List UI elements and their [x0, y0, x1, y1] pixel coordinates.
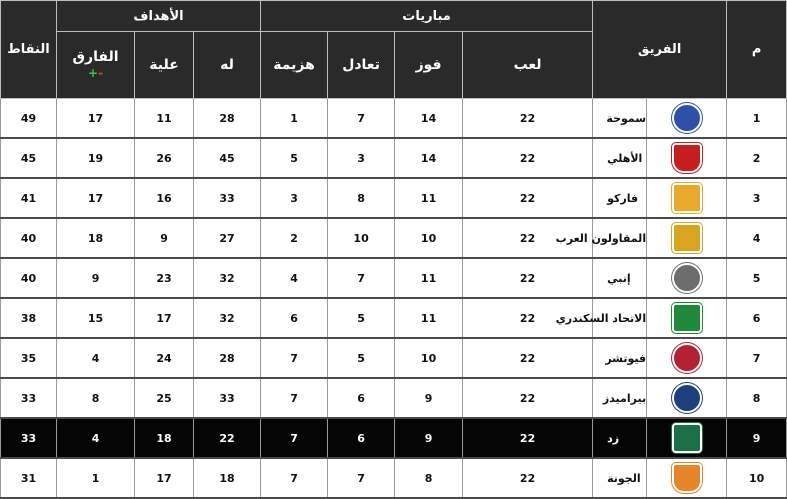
goal-diff-cell: 19: [57, 138, 135, 178]
el-gouna-logo-icon: [672, 463, 702, 493]
table-row: [1, 178, 787, 218]
points-cell: 45: [1, 138, 57, 178]
goal-diff-cell: 4: [57, 338, 135, 378]
al-ahly-logo-icon: [672, 143, 702, 173]
played-cell: 22: [463, 418, 593, 458]
won-cell: 11: [395, 298, 463, 338]
goal-diff-cell: 8: [57, 378, 135, 418]
goals-for-cell: 28: [194, 99, 261, 139]
played-header: لعب: [463, 32, 593, 99]
team-logo-cell: [647, 178, 727, 218]
table-row: [1, 378, 787, 418]
team-name-cell: سموحة: [593, 99, 647, 139]
team-logo-cell: [647, 458, 727, 498]
points-header: النقاط: [1, 1, 57, 99]
table-row: [1, 258, 787, 298]
ittihad-logo-icon: [672, 303, 702, 333]
goals-for-header: له: [194, 32, 261, 99]
drawn-cell: 6: [328, 418, 395, 458]
team-logo-cell: [647, 138, 727, 178]
points-cell: 40: [1, 218, 57, 258]
played-cell: 22: [463, 138, 593, 178]
pharco-logo-icon: [672, 183, 702, 213]
team-header: الفريق: [593, 1, 727, 99]
points-cell: 35: [1, 338, 57, 378]
won-cell: 8: [395, 458, 463, 498]
rank-cell: 5: [727, 258, 787, 298]
played-cell: 22: [463, 258, 593, 298]
goal-diff-cell: 1: [57, 458, 135, 498]
points-cell: 33: [1, 378, 57, 418]
won-cell: 14: [395, 99, 463, 139]
lost-header: هزيمة: [261, 32, 328, 99]
enppi-logo-icon: [672, 263, 702, 293]
lost-cell: 1: [261, 99, 328, 139]
drawn-cell: 5: [328, 298, 395, 338]
goals-against-cell: 18: [135, 418, 194, 458]
team-logo-cell: [647, 418, 727, 458]
rank-header: م: [727, 1, 787, 99]
played-cell: 22: [463, 218, 593, 258]
goals-for-cell: 32: [194, 258, 261, 298]
lost-cell: 4: [261, 258, 328, 298]
lost-cell: 5: [261, 138, 328, 178]
table-row: [1, 99, 787, 139]
played-cell: 22: [463, 298, 593, 338]
goal-diff-cell: 15: [57, 298, 135, 338]
drawn-cell: 10: [328, 218, 395, 258]
goals-against-header: علية: [135, 32, 194, 99]
won-cell: 10: [395, 218, 463, 258]
goal-diff-cell: 9: [57, 258, 135, 298]
rank-cell: 2: [727, 138, 787, 178]
goals-against-cell: 17: [135, 298, 194, 338]
goal-diff-cell: 18: [57, 218, 135, 258]
played-cell: 22: [463, 99, 593, 139]
arab-contractors-logo-icon: [672, 223, 702, 253]
plus-minus-indicator: [88, 67, 103, 80]
drawn-cell: 6: [328, 378, 395, 418]
team-logo-cell: [647, 298, 727, 338]
table-row: [1, 138, 787, 178]
zed-logo-icon: [672, 423, 702, 453]
header-group-row: [1, 1, 787, 32]
team-logo-cell: [647, 338, 727, 378]
lost-cell: 2: [261, 218, 328, 258]
goals-for-cell: 28: [194, 338, 261, 378]
rank-cell: 8: [727, 378, 787, 418]
drawn-cell: 8: [328, 178, 395, 218]
lost-cell: 7: [261, 338, 328, 378]
goals-for-cell: 45: [194, 138, 261, 178]
lost-cell: 7: [261, 378, 328, 418]
table-row: [1, 338, 787, 378]
drawn-cell: 3: [328, 138, 395, 178]
goals-against-cell: 23: [135, 258, 194, 298]
smouha-logo-icon: [672, 103, 702, 133]
team-name-cell: إنبي: [593, 258, 647, 298]
points-cell: 38: [1, 298, 57, 338]
won-header: فوز: [395, 32, 463, 99]
drawn-cell: 5: [328, 338, 395, 378]
standings-body: [1, 99, 787, 499]
won-cell: 9: [395, 378, 463, 418]
rank-cell: 3: [727, 178, 787, 218]
team-name-cell: المقاولون العرب: [593, 218, 647, 258]
rank-cell: 6: [727, 298, 787, 338]
goals-against-cell: 24: [135, 338, 194, 378]
matches-group-header: مباريات: [261, 1, 593, 32]
goals-for-cell: 32: [194, 298, 261, 338]
played-cell: 22: [463, 378, 593, 418]
plus-sign: +: [88, 66, 99, 81]
team-name-cell: فاركو: [593, 178, 647, 218]
goals-for-cell: 33: [194, 178, 261, 218]
goal-diff-cell: 4: [57, 418, 135, 458]
won-cell: 11: [395, 178, 463, 218]
rank-cell: 1: [727, 99, 787, 139]
team-name-cell: الاتحاد السكندري: [593, 298, 647, 338]
played-cell: 22: [463, 178, 593, 218]
lost-cell: 7: [261, 418, 328, 458]
played-cell: 22: [463, 338, 593, 378]
lost-cell: 7: [261, 458, 328, 498]
points-cell: 41: [1, 178, 57, 218]
minus-sign: -: [98, 66, 104, 81]
lost-cell: 3: [261, 178, 328, 218]
points-cell: 33: [1, 418, 57, 458]
pyramids-logo-icon: [672, 383, 702, 413]
rank-cell: 4: [727, 218, 787, 258]
team-name-cell: الأهلي: [593, 138, 647, 178]
won-cell: 14: [395, 138, 463, 178]
lost-cell: 6: [261, 298, 328, 338]
drawn-cell: 7: [328, 99, 395, 139]
goals-against-cell: 17: [135, 458, 194, 498]
table-row: [1, 298, 787, 338]
goals-for-cell: 27: [194, 218, 261, 258]
team-name-cell: فيوتشر: [593, 338, 647, 378]
won-cell: 9: [395, 418, 463, 458]
goals-for-cell: 18: [194, 458, 261, 498]
goals-against-cell: 11: [135, 99, 194, 139]
team-logo-cell: [647, 99, 727, 139]
drawn-cell: 7: [328, 258, 395, 298]
table-row: [1, 458, 787, 498]
drawn-cell: 7: [328, 458, 395, 498]
team-name-cell: زد: [593, 418, 647, 458]
rank-cell: 9: [727, 418, 787, 458]
goals-group-header: الأهداف: [57, 1, 261, 32]
goals-against-cell: 16: [135, 178, 194, 218]
played-cell: 22: [463, 458, 593, 498]
goals-for-cell: 33: [194, 378, 261, 418]
rank-cell: 10: [727, 458, 787, 498]
future-fc-logo-icon: [672, 343, 702, 373]
drawn-header: تعادل: [328, 32, 395, 99]
table-row: [1, 218, 787, 258]
team-name-cell: الجونة: [593, 458, 647, 498]
goal-diff-label: الفارق: [72, 48, 119, 65]
won-cell: 11: [395, 258, 463, 298]
goals-for-cell: 22: [194, 418, 261, 458]
won-cell: 10: [395, 338, 463, 378]
points-cell: 49: [1, 99, 57, 139]
points-cell: 40: [1, 258, 57, 298]
team-logo-cell: [647, 258, 727, 298]
goals-against-cell: 26: [135, 138, 194, 178]
team-name-cell: بيراميدز: [593, 378, 647, 418]
points-cell: 31: [1, 458, 57, 498]
goal-diff-cell: 17: [57, 99, 135, 139]
goals-against-cell: 25: [135, 378, 194, 418]
team-logo-cell: [647, 378, 727, 418]
team-logo-cell: [647, 218, 727, 258]
goal-diff-cell: 17: [57, 178, 135, 218]
rank-cell: 7: [727, 338, 787, 378]
goals-against-cell: 9: [135, 218, 194, 258]
goal-diff-header: [57, 32, 135, 99]
table-row: [1, 418, 787, 458]
